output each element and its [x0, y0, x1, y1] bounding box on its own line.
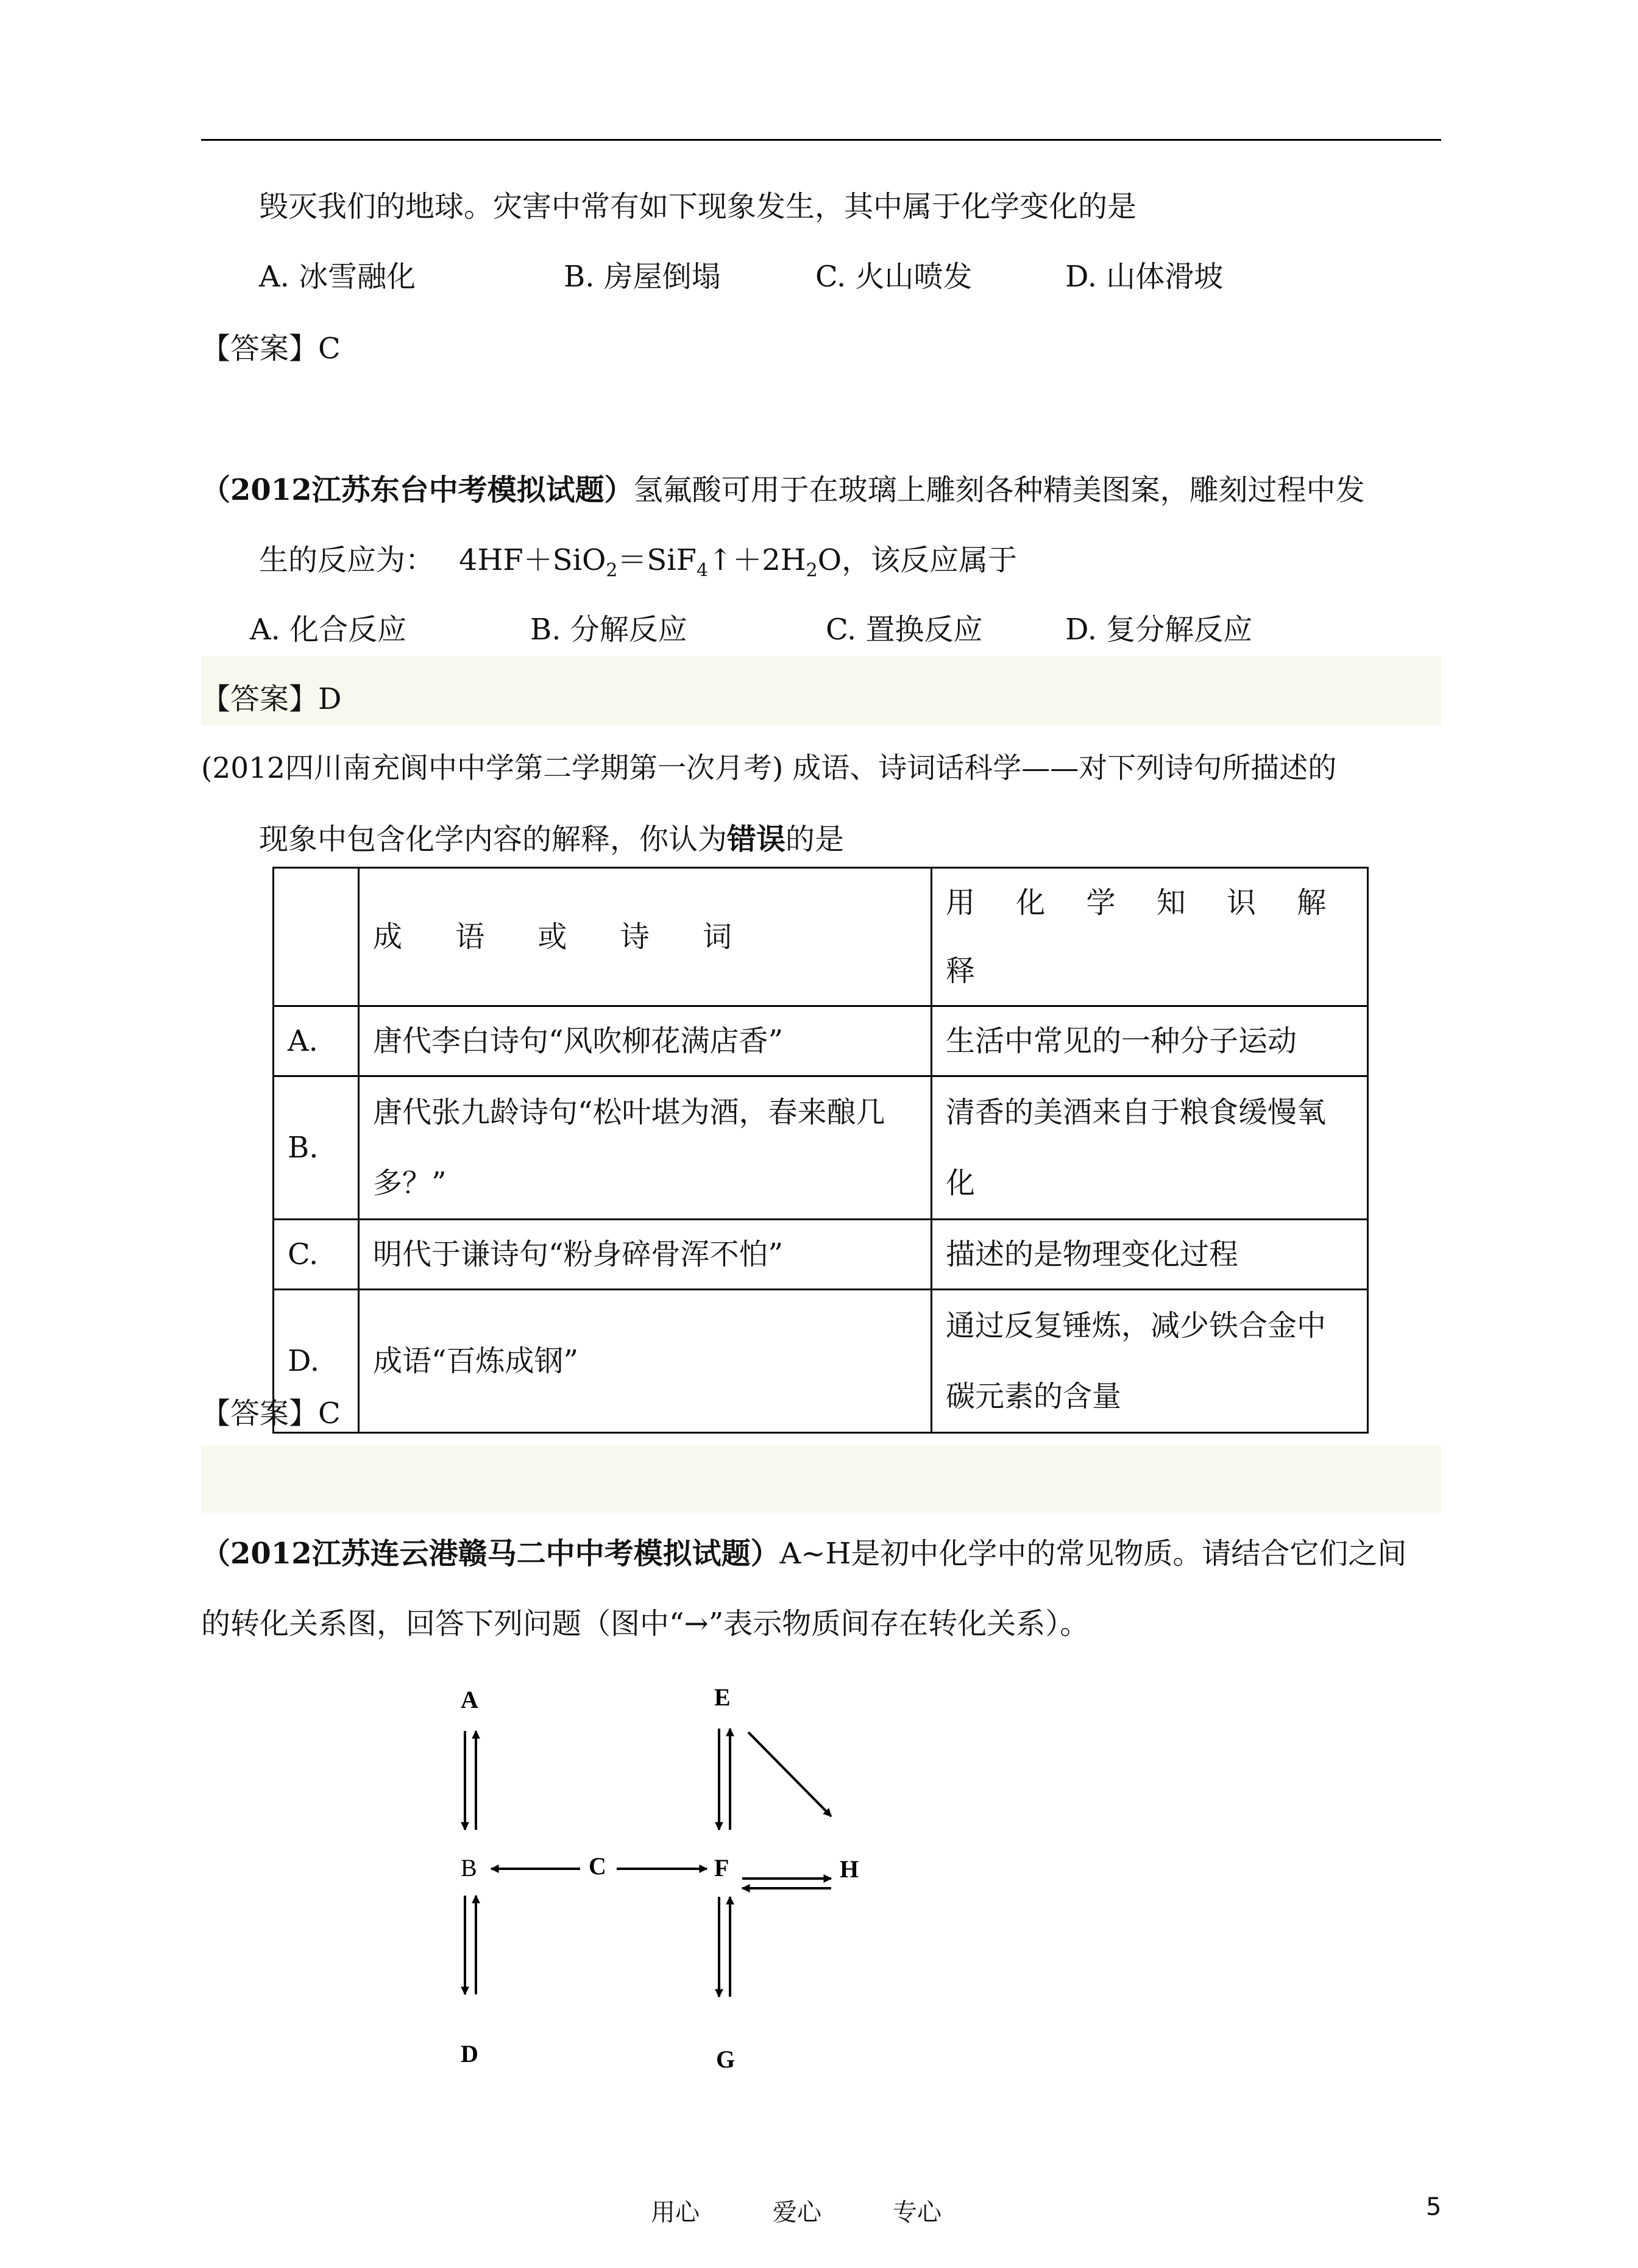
- table-cell: 清香的美酒来自于粮食缓慢氧化: [932, 1076, 1368, 1220]
- q1-option-d: D. 山体滑坡: [1065, 260, 1224, 294]
- node-c: C: [589, 1852, 606, 1880]
- q2-option-c: C. 置换反应: [826, 613, 983, 647]
- q2-answer: 【答案】D: [201, 682, 342, 716]
- q3-line1: (2012四川南充阆中中学第二学期第一次月考) 成语、诗词话科学——对下列诗句所描述的: [201, 752, 1337, 785]
- q4-source: （2012江苏连云港赣马二中中考模拟试题）: [201, 1537, 780, 1571]
- table-cell: D.: [274, 1290, 359, 1433]
- table-cell: 唐代张九龄诗句“松叶堪为酒，春来酿几多？”: [359, 1076, 932, 1220]
- node-b: B: [461, 1854, 477, 1882]
- q1-option-b: B. 房屋倒塌: [564, 260, 721, 294]
- q2-text1: 氢氟酸可用于在玻璃上雕刻各种精美图案，雕刻过程中发: [633, 473, 1365, 507]
- table-cell: 成语“百炼成钢”: [359, 1290, 932, 1433]
- table-cell: B.: [274, 1076, 359, 1220]
- q2-line2: 生的反应为： $4HF+SiO_2=SiF_4↑+2H_2O$，该反应属于: [259, 543, 1018, 581]
- table-cell: 明代于谦诗句“粉身碎骨浑不怕”: [359, 1220, 932, 1290]
- q2-option-b: B. 分解反应: [530, 613, 687, 647]
- table-cell: 唐代李白诗句“风吹柳花满店香”: [359, 1006, 932, 1076]
- footer-right: 专心: [893, 2199, 941, 2227]
- table-header-cell: 用 化 学 知 识 解 释: [932, 868, 1368, 1006]
- node-f: F: [714, 1854, 729, 1882]
- table-cell: A.: [274, 1006, 359, 1076]
- q2-equation: $4HF+SiO_2=SiF_4↑+2H_2O$，该反应属于: [459, 543, 1018, 581]
- footer-mid: 爱心: [773, 2199, 821, 2227]
- node-g: G: [716, 2046, 736, 2073]
- table-cell: 描述的是物理变化过程: [932, 1220, 1368, 1290]
- q1-option-c: C. 火山喷发: [815, 260, 973, 294]
- table-header-cell: 成 语 或 诗 词: [359, 868, 932, 1006]
- q2-source: （2012江苏东台中考模拟试题）: [201, 473, 634, 507]
- table-cell: 通过反复锤炼，减少铁合金中碳元素的含量: [932, 1290, 1368, 1433]
- q3-answer: 【答案】C: [201, 1396, 341, 1431]
- table-cell: 生活中常见的一种分子运动: [932, 1006, 1368, 1076]
- q4-text1: A~H是初中化学中的常见物质。请结合它们之间: [779, 1537, 1407, 1571]
- q1-answer: 【答案】C: [201, 332, 341, 366]
- page-number: 5: [1426, 2193, 1442, 2221]
- q4-line2: 的转化关系图，回答下列问题（图中“→”表示物质间存在转化关系）。: [201, 1607, 1090, 1641]
- node-h: H: [840, 1855, 859, 1883]
- q2-option-d: D. 复分解反应: [1065, 613, 1253, 647]
- q1-stem: 毁灭我们的地球。灾害中常有如下现象发生，其中属于化学变化的是: [259, 190, 1137, 224]
- arrow-e-h: [748, 1732, 831, 1816]
- table-cell: C.: [274, 1220, 359, 1290]
- footer-left: 用心: [651, 2199, 700, 2227]
- q1-option-a: A. 冰雪融化: [259, 260, 416, 294]
- q3-emphasis: 错误: [727, 822, 786, 856]
- q3-line2: 现象中包含化学内容的解释，你认为错误的是: [259, 822, 845, 856]
- node-a: A: [461, 1686, 478, 1713]
- node-e: E: [714, 1683, 731, 1711]
- q2-option-a: A. 化合反应: [250, 613, 407, 647]
- node-d: D: [461, 2040, 478, 2067]
